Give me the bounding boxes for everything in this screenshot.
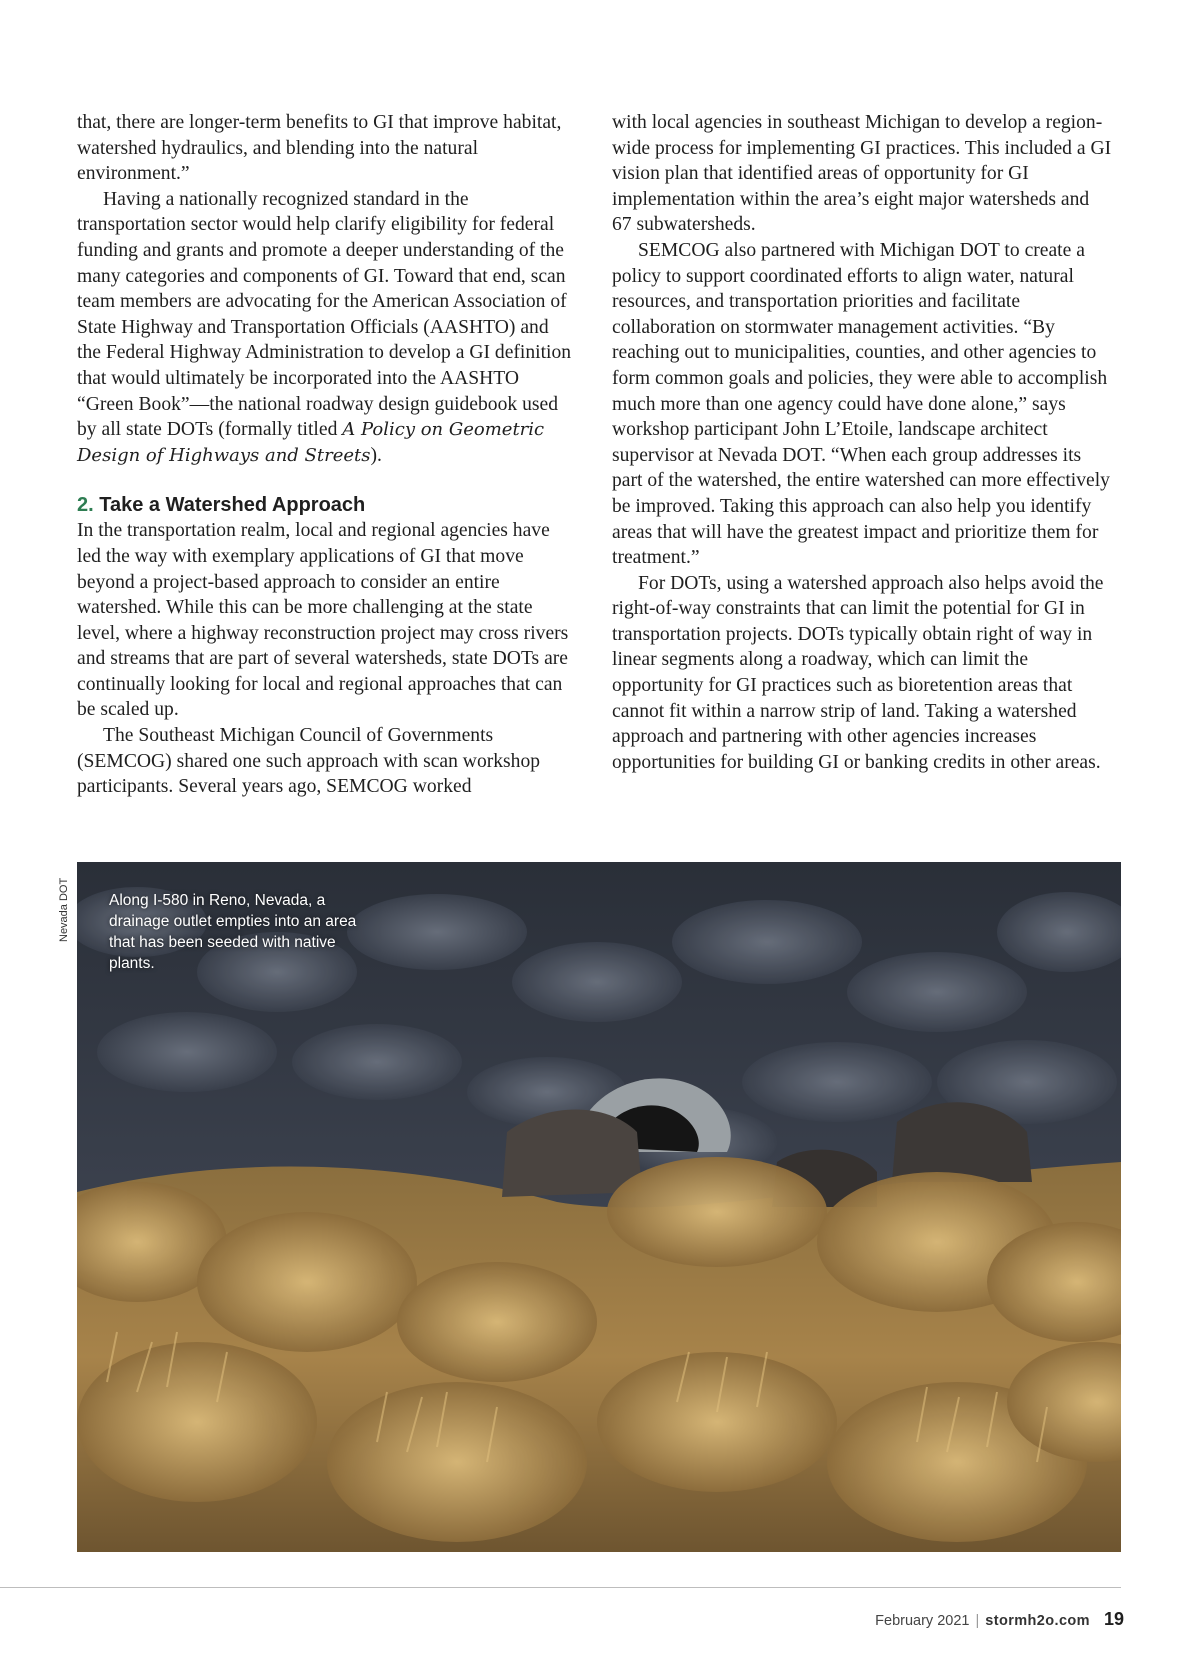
section-heading bbox=[77, 492, 577, 518]
page-footer bbox=[875, 1609, 1124, 1630]
page-number: 19 bbox=[1103, 1609, 1124, 1629]
left-column bbox=[77, 110, 577, 800]
paragraph: In the transportation realm, local and regional agencies have led the way with exemplary applications of GI that move beyond a project-based approach to consider an entire watershed. While this can be more challenging at the state level, where a highway reconstruction project may cross rivers and streams that are part of several watersheds, state DOTs are continually looking for local and regional approaches that can be scaled up. bbox=[77, 520, 569, 721]
section-title: Take a Watershed Approach bbox=[99, 494, 366, 517]
section-number: 2. bbox=[77, 494, 94, 517]
paragraph-end: ). bbox=[370, 444, 382, 466]
book-title: A Policy on Geometric Design of Highways and Streets bbox=[77, 419, 545, 466]
paragraph: SEMCOG also partnered with Michigan DOT to create a policy to support coordinated efforts to align water, natural resources, and transportation priorities and facilitate collaboration on stormwater management activities. “By reaching out to municipalities, counties, and other agencies to form common goals and policies, they were able to accomplish much more than one agency could have done alone,” says workshop participant John L’Etoile, landscape architect supervisor at Nevada DOT. “When each group addresses its part of the watershed, the entire watershed can more effectively be improved. Taking this approach can also help you identify areas that will have the greatest impact and prioritize them for treatment.” bbox=[612, 239, 1110, 569]
paragraph: The Southeast Michigan Council of Governments (SEMCOG) shared one such approach with scan workshop participants. Several years ago, SEMCOG worked bbox=[77, 725, 541, 798]
footer-rule bbox=[0, 1587, 1121, 1588]
paragraph: For DOTs, using a watershed approach also helps avoid the right-of-way constraints that can limit the potential for GI in transportation projects. DOTs typically obtain right of way in linear segments along a roadway, which can limit the opportunity for GI practices such as bioretention areas that cannot fit within a narrow strip of land. Taking a watershed approach and partnering with other agencies increases opportunities for building GI or banking credits in other areas. bbox=[612, 572, 1104, 773]
right-column bbox=[612, 110, 1112, 775]
paragraph: with local agencies in southeast Michigan to develop a region-wide process for implementing GI practices. This included a GI vision plan that identified areas of opportunity for GI implementation within the area’s eight major watersheds and 67 subwatersheds. bbox=[612, 112, 1112, 236]
culvert-photo bbox=[77, 862, 1121, 1552]
photo-caption: Along I-580 in Reno, Nevada, a drainage outlet empties into an area that has been seeded with native plants. bbox=[109, 892, 357, 972]
paragraph-green-book bbox=[77, 187, 577, 469]
site-url: stormh2o.com bbox=[985, 1613, 1090, 1629]
photo-credit-text: Nevada DOT bbox=[58, 877, 70, 942]
issue-date: February 2021 bbox=[875, 1613, 970, 1629]
photo-credit bbox=[58, 862, 78, 942]
footer-separator: | bbox=[975, 1613, 980, 1629]
paragraph: that, there are longer-term benefits to GI that improve habitat, watershed hydraulics, and blending into the natural environment.” bbox=[77, 112, 562, 185]
paragraph-text: Having a nationally recognized standard in the transportation sector would help clarify eligibility for federal funding and grants and promote a deeper understanding of the many categories and components of GI. Toward that end, scan team members are advocating for the American Association of State Highway and Transportation Officials (AASHTO) and the Federal Highway Administration to develop a GI definition that would ultimately be incorporated into the AASHTO “Green Book”—the national roadway design guidebook used by all state DOTs (formally titled bbox=[77, 188, 572, 441]
